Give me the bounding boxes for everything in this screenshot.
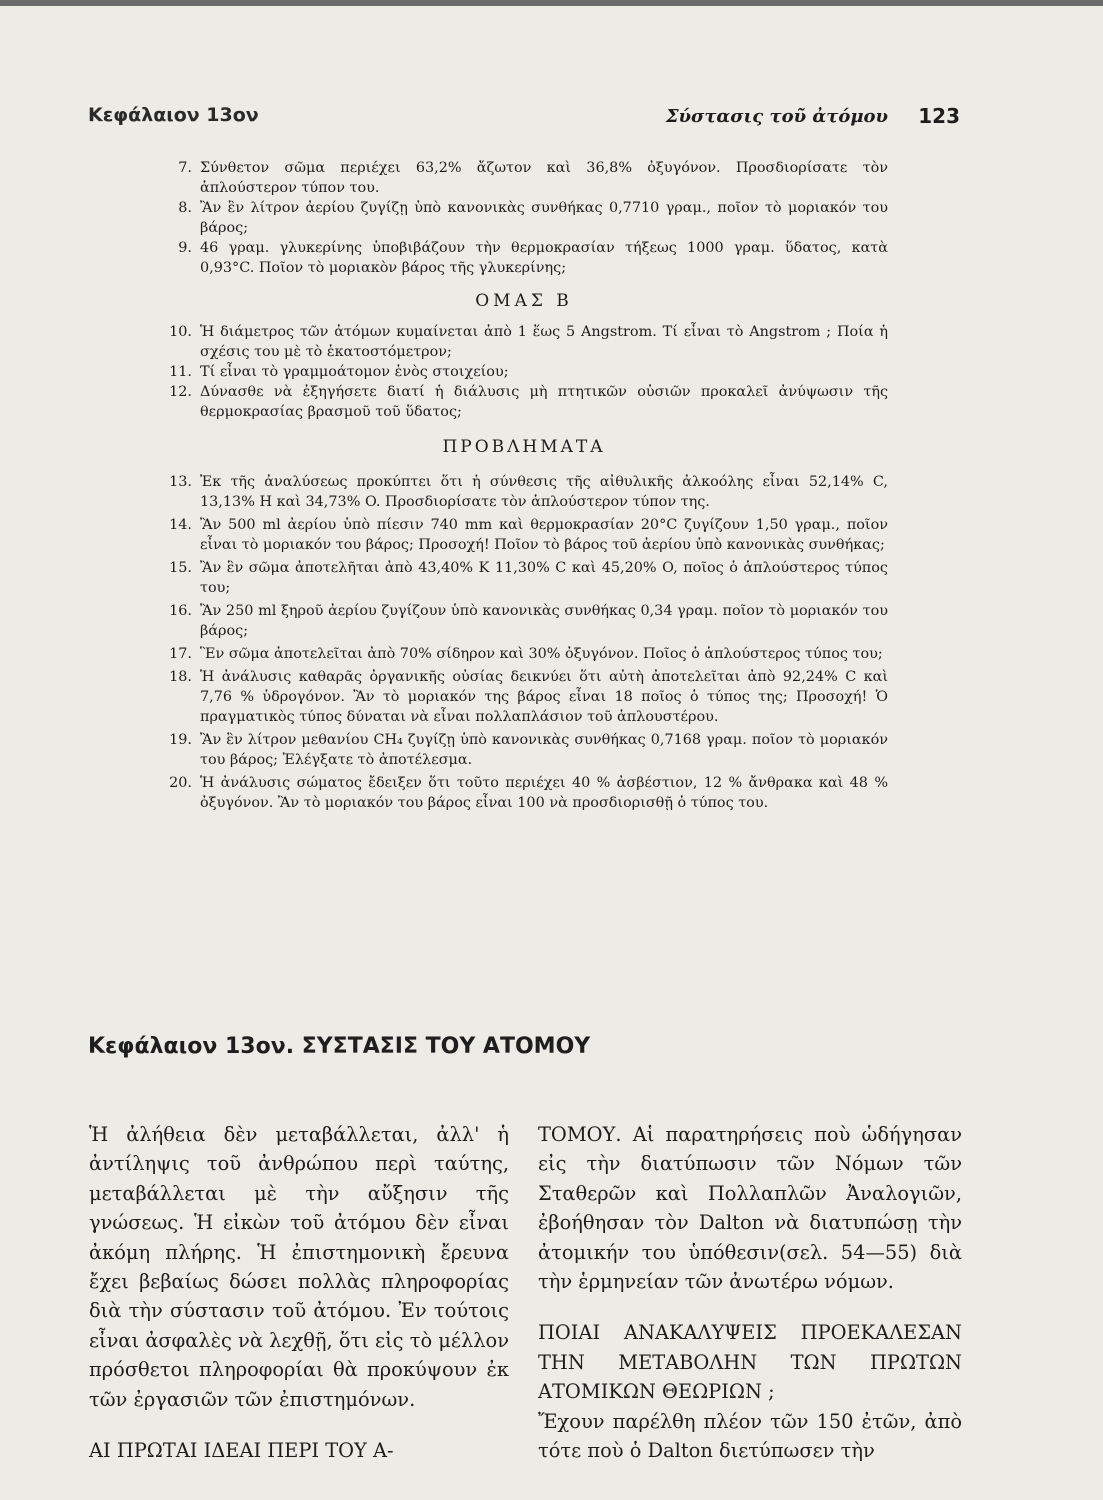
problem-item bbox=[160, 472, 888, 512]
chapter-heading: Κεφάλαιον 13ον. ΣΥΣΤΑΣΙΣ ΤΟΥ ΑΤΟΜΟΥ bbox=[88, 1034, 591, 1059]
problem-item bbox=[160, 773, 888, 813]
exercise-number: 11. bbox=[169, 364, 192, 380]
exercise-text: Σύνθετον σῶμα περιέχει 63,2% ἄζωτον καὶ 36,8% ὀξυγόνον. Προσδιορίσατε τὸν ἁπλούστερον τύπον του. bbox=[200, 160, 888, 196]
problem-item bbox=[160, 515, 888, 555]
problem-item bbox=[160, 730, 888, 770]
page-number: 123 bbox=[918, 104, 960, 128]
problem-text: Ἂν 500 ml ἀερίου ὑπὸ πίεσιν 740 mm καὶ θερμοκρασίαν 20°C ζυγίζουν 1,50 γραμ., ποῖον εἶναι τὸ μοριακόν του βάρος; Προσοχή! Ποῖον τὸ βάρος τοῦ ἀερίου ὑπὸ κανονικὰς συνθήκας; bbox=[200, 517, 888, 553]
exercise-text: Δύνασθε νὰ ἐξηγήσετε διατί ἡ διάλυσις μὴ πτητικῶν οὐσιῶν προκαλεῖ ἀνύψωσιν τῆς θερμοκρασίας βρασμοῦ τοῦ ὕδατος; bbox=[200, 384, 888, 420]
group-b-title: ΟΜΑΣ Β bbox=[475, 291, 573, 311]
problem-text: Ἡ ἀνάλυσις καθαρᾶς ὀργανικῆς οὐσίας δεικνύει ὅτι αὐτὴ ἀποτελεῖται ἀπὸ 92,24% C καὶ 7,76 % ὑδρογόνον. Ἂν τὸ μοριακόν της βάρος εἶναι 18 ποῖος ὁ τύπος της; Προσοχή! Ὁ πραγματικὸς τύπος δύναται νὰ εἶναι πολλαπλάσιον τοῦ ἁπλουστέρου. bbox=[200, 669, 888, 725]
exercise-number: 7. bbox=[178, 160, 192, 176]
exercise-text: Τί εἶναι τὸ γραμμοάτομον ἑνὸς στοιχείου; bbox=[200, 364, 509, 380]
exercise-text: Ἡ διάμετρος τῶν ἀτόμων κυμαίνεται ἀπὸ 1 ἕως 5 Angstrom. Τί εἶναι τὸ Angstrom ; Ποία ἡ σχέσις του μὲ τὸ ἑκατοστόμετρον; bbox=[200, 324, 888, 360]
body-column-right bbox=[538, 1120, 962, 1465]
header-chapter: Κεφάλαιον 13ον bbox=[88, 104, 259, 126]
problem-number: 16. bbox=[169, 603, 192, 619]
page-top-edge bbox=[0, 0, 1103, 6]
problem-text: Ἂν ἓν λίτρον μεθανίου CH₄ ζυγίζῃ ὑπὸ κανονικὰς συνθήκας 0,7168 γραμ. ποῖον τὸ μοριακόν του βάρος; Ἐλέγξατε τὸ ἀποτέλεσμα. bbox=[200, 732, 888, 768]
body-paragraph: ΤΟΜΟΥ. Αἱ παρατηρήσεις ποὺ ὡδήγησαν εἰς τὴν διατύπωσιν τῶν Νόμων τῶν Σταθερῶν καὶ Πολλαπλῶν Ἀναλογιῶν, ἐβοήθησαν τὸν Dalton νὰ διατυπώσῃ τὴν ἀτομικήν του ὑπόθεσιν(σελ. 54—55) διὰ τὴν ἑρμηνείαν τῶν ἀνωτέρω νόμων. bbox=[538, 1123, 962, 1294]
exercise-item bbox=[160, 158, 888, 198]
body-column-left bbox=[89, 1120, 509, 1465]
problem-item bbox=[160, 644, 888, 664]
problems-title: ΠΡΟΒΛΗΜΑΤΑ bbox=[442, 437, 606, 457]
exercise-number: 9. bbox=[178, 240, 192, 256]
problem-text: Ἂν ἓν σῶμα ἀποτελῆται ἀπὸ 43,40% K 11,30% C καὶ 45,20% O, ποῖος ὁ ἁπλούστερος τύπος του; bbox=[200, 560, 888, 596]
exercise-number: 12. bbox=[169, 384, 192, 400]
problem-number: 14. bbox=[169, 517, 192, 533]
exercise-item bbox=[160, 362, 888, 382]
problem-number: 20. bbox=[169, 775, 192, 791]
problem-number: 19. bbox=[169, 732, 192, 748]
exercise-item bbox=[160, 198, 888, 238]
exercise-number: 8. bbox=[178, 200, 192, 216]
exercise-text: Ἂν ἓν λίτρον ἀερίου ζυγίζῃ ὑπὸ κανονικὰς συνθήκας 0,7710 γραμ., ποῖον τὸ μοριακόν του βάρος; bbox=[200, 200, 888, 236]
problem-number: 13. bbox=[169, 474, 192, 490]
exercise-item bbox=[160, 382, 888, 422]
problem-text: Ἡ ἀνάλυσις σώματος ἔδειξεν ὅτι τοῦτο περιέχει 40 % ἀσβέστιον, 12 % ἄνθρακα καὶ 48 % ὀξυγόνον. Ἂν τὸ μοριακόν του βάρος εἶναι 100 νὰ προσδιορισθῇ ὁ τύπος του. bbox=[200, 775, 888, 811]
exercise-text: 46 γραμ. γλυκερίνης ὑποβιβάζουν τὴν θερμοκρασίαν τήξεως 1000 γραμ. ὕδατος, κατὰ 0,93°C. Ποῖον τὸ μοριακὸν βάρος τῆς γλυκερίνης; bbox=[200, 240, 888, 276]
exercise-item bbox=[160, 238, 888, 278]
problem-number: 18. bbox=[169, 669, 192, 685]
problem-number: 17. bbox=[169, 646, 192, 662]
problem-item bbox=[160, 601, 888, 641]
problem-text: Ἐκ τῆς ἀναλύσεως προκύπτει ὅτι ἡ σύνθεσις τῆς αἰθυλικῆς ἀλκοόλης εἶναι 52,14% C, 13,13% H καὶ 34,73% O. Προσδιορίσατε τὸν ἁπλούστερον τύπον της. bbox=[200, 474, 888, 510]
exercise-list bbox=[160, 158, 888, 813]
problem-text: Ἓν σῶμα ἀποτελεῖται ἀπὸ 70% σίδηρον καὶ 30% ὀξυγόνον. Ποῖος ὁ ἁπλούστερος τύπος του; bbox=[200, 646, 883, 662]
section-subheading: ΠΟΙΑΙ ΑΝΑΚΑΛΥΨΕΙΣ ΠΡΟΕΚΑΛΕΣΑΝ ΤΗΝ ΜΕΤΑΒΟΛΗΝ ΤΩΝ ΠΡΩΤΩΝ ΑΤΟΜΙΚΩΝ ΘΕΩΡΙΩΝ ; bbox=[538, 1321, 962, 1404]
running-header bbox=[88, 104, 960, 134]
exercise-item bbox=[160, 322, 888, 362]
exercise-number: 10. bbox=[169, 324, 192, 340]
problem-item bbox=[160, 558, 888, 598]
body-paragraph: Ἡ ἀλήθεια δὲν μεταβάλλεται, ἀλλ' ἡ ἀντίληψις τοῦ ἀνθρώπου περὶ ταύτης, μεταβάλλεται μὲ τὴν αὔξησιν τῆς γνώσεως. Ἡ εἰκὼν τοῦ ἀτόμου δὲν εἶναι ἀκόμη πλήρης. Ἡ ἐπιστημονικὴ ἔρευνα ἔχει βεβαίως δώσει πολλὰς πληροφορίας διὰ τὴν σύστασιν τοῦ ἀτόμου. Ἐν τούτοις εἶναι ἀσφαλὲς νὰ λεχθῇ, ὅτι εἰς τὸ μέλλον πρόσθετοι πληροφορίαι θὰ προκύψουν ἐκ τῶν ἐργασιῶν τῶν ἐπιστημόνων. bbox=[89, 1123, 509, 1411]
problem-item bbox=[160, 667, 888, 727]
body-paragraph: Ἔχουν παρέλθη πλέον τῶν 150 ἐτῶν, ἀπὸ τότε ποὺ ὁ Dalton διετύπωσεν τὴν bbox=[538, 1409, 962, 1463]
problem-text: Ἂν 250 ml ξηροῦ ἀερίου ζυγίζουν ὑπὸ κανονικὰς συνθήκας 0,34 γραμ. ποῖον τὸ μοριακόν του βάρος; bbox=[200, 603, 888, 639]
problem-number: 15. bbox=[169, 560, 192, 576]
header-section-title: Σύστασις τοῦ ἀτόμου bbox=[665, 106, 888, 127]
section-subheading: ΑΙ ΠΡΩΤΑΙ ΙΔΕΑΙ ΠΕΡΙ ΤΟΥ Α- bbox=[89, 1439, 394, 1463]
